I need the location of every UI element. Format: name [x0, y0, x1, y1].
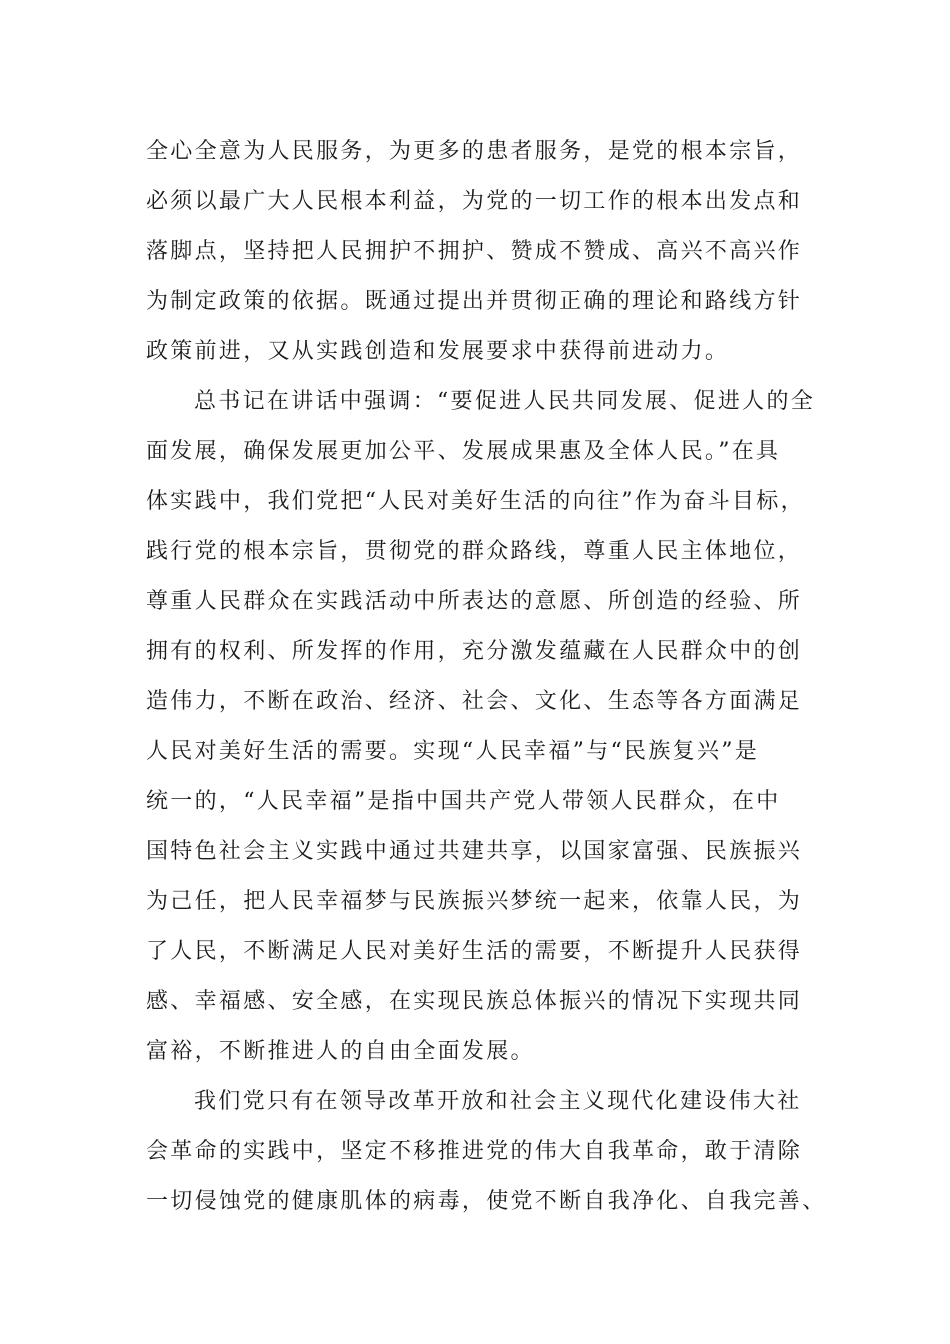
- text-line: 了人民，不断满足人民对美好生活的需要，不断提升人民获得: [146, 939, 803, 964]
- text-line: 落脚点，坚持把人民拥护不拥护、赞成不赞成、高兴不高兴作: [146, 239, 803, 264]
- text-line: 国特色社会主义实践中通过共建共享，以国家富强、民族振兴: [146, 839, 803, 864]
- text-line: 践行党的根本宗旨，贯彻党的群众路线，尊重人民主体地位，: [146, 539, 803, 564]
- text-line: 拥有的权利、所发挥的作用，充分激发蕴藏在人民群众中的创: [146, 639, 803, 664]
- text-line: 必须以最广大人民根本利益，为党的一切工作的根本出发点和: [146, 189, 803, 214]
- text-line: 会革命的实践中，坚定不移推进党的伟大自我革命，敢于清除: [146, 1139, 803, 1164]
- text-line: 尊重人民群众在实践活动中所表达的意愿、所创造的经验、所: [146, 589, 803, 614]
- paragraph-3: [146, 1077, 846, 1227]
- text-line: 统一的，“人民幸福”是指中国共产党人带领人民群众，在中: [146, 789, 781, 814]
- text-line: 造伟力，不断在政治、经济、社会、文化、生态等各方面满足: [146, 689, 803, 714]
- text-line: 体实践中，我们党把“人民对美好生活的向往”作为奋斗目标，: [146, 489, 805, 514]
- text-line: 我们党只有在领导改革开放和社会主义现代化建设伟大社: [194, 1089, 802, 1114]
- text-line: 面发展，确保发展更加公平、发展成果惠及全体人民。”在具: [146, 439, 781, 464]
- paragraph-2: [146, 377, 846, 1077]
- text-line: 为制定政策的依据。既通过提出并贯彻正确的理论和路线方针: [146, 289, 803, 314]
- text-line: 总书记在讲话中强调：“要促进人民共同发展、促进人的全: [194, 389, 816, 414]
- text-line: 一切侵蚀党的健康肌体的病毒，使党不断自我净化、自我完善、: [146, 1189, 827, 1214]
- text-line: 政策前进，又从实践创造和发展要求中获得前进动力。: [146, 339, 730, 364]
- text-line: 富裕，不断推进人的自由全面发展。: [146, 1039, 535, 1064]
- text-line: 为己任，把人民幸福梦与民族振兴梦统一起来，依靠人民，为: [146, 889, 803, 914]
- body-text: [146, 127, 846, 1227]
- text-line: 感、幸福感、安全感，在实现民族总体振兴的情况下实现共同: [146, 989, 803, 1014]
- paragraph-1: [146, 127, 846, 377]
- text-line: 人民对美好生活的需要。实现“人民幸福”与“民族复兴”是: [146, 739, 760, 764]
- text-line: 全心全意为人民服务，为更多的患者服务，是党的根本宗旨，: [146, 139, 803, 164]
